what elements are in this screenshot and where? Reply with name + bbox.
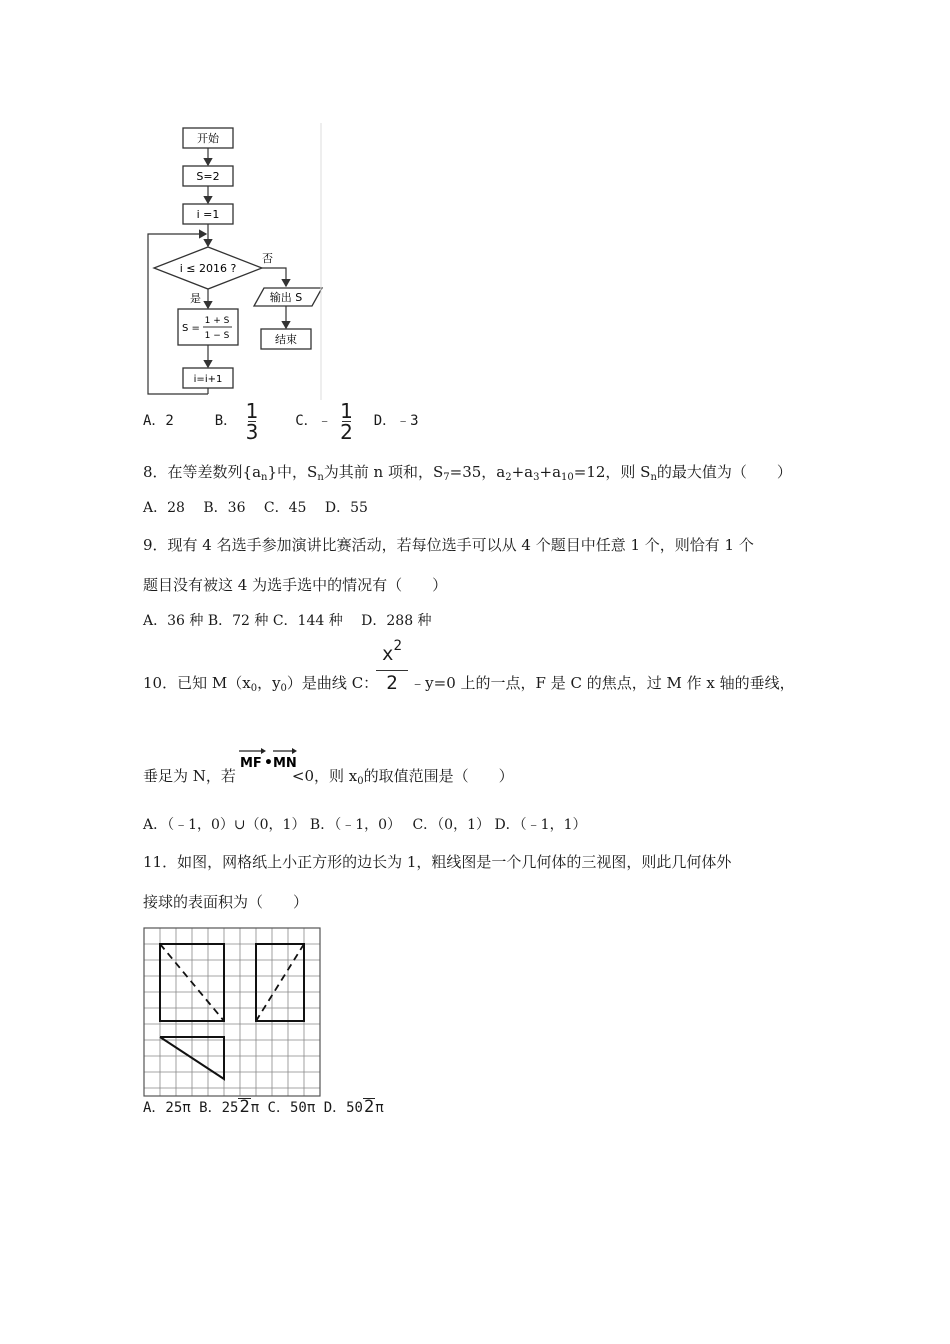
q11-question-line1: 11．如图，网格纸上小正方形的边长为 1，粗线图是一个几何体的三视图，则此几何体外 — [143, 853, 732, 871]
q7-option-a: A．2 — [143, 413, 174, 429]
flow-init-i-text: i =1 — [196, 208, 220, 221]
three-view-diagram — [143, 927, 323, 1099]
vector-mf: MF — [240, 756, 262, 771]
q10-options: A．（﹣1，0）∪（0，1） B．（﹣1，0） C．（0，1） D．（﹣1，1） — [143, 817, 587, 833]
flow-yes-label: 是 — [190, 292, 201, 305]
q9-question-line1: 9．现有 4 名选手参加演讲比赛活动，若每位选手可以从 4 个题目中任意 1 个，则恰有 1 个 — [143, 536, 754, 554]
q9-options: A．36 种 B．72 种 C．144 种 D．288 种 — [143, 613, 432, 629]
dot-operator: • — [264, 755, 273, 771]
q7-option-b-fraction: $\frac{1}{3}$ — [245, 398, 259, 444]
vector-mn: MN — [273, 756, 297, 771]
flow-assign-num: 1 + S — [204, 316, 230, 326]
q7-option-b-label: B． — [214, 413, 238, 429]
q7-option-c-label: C．﹣ — [295, 413, 332, 429]
q9-question-line2: 题目没有被这 4 为选手选中的情况有（ ） — [143, 576, 448, 594]
q10-question-line1: 10．已知 $M(x_0$，$y_0$）是曲线 C： ﹣y=0 上的一点，F 是 C 的焦点，过 M 作 x 轴的垂线， — [143, 674, 795, 694]
q7-options — [143, 398, 419, 444]
flow-end-text: 结束 — [275, 333, 297, 346]
q10-vector-dot-product — [237, 746, 299, 774]
sqrt-2-b: 2 — [239, 1097, 250, 1117]
flowchart — [140, 118, 340, 403]
q8-options: A．28 B．36 C．45 D．55 — [143, 500, 368, 516]
flow-start-text: 开始 — [197, 132, 219, 145]
q7-option-c-fraction: $\frac{1}{2}$ — [340, 398, 353, 444]
q10-fraction: $x^2$ 2 — [376, 643, 408, 693]
flow-condition-text: i ≤ 2016 ? — [179, 262, 237, 275]
q11-options: A．25π B．252π C．50π D．502π — [143, 1097, 384, 1117]
flow-assign-lhs: S = — [182, 323, 200, 334]
sqrt-2-d: 2 — [363, 1097, 375, 1117]
q7-option-d: D．﹣3 — [373, 413, 419, 429]
q8-question: 8．在等差数列$\{a_n\}$中，$S_n$为其前 n 项和，$S_7=35$，$a_2+a_3+a_{10}=12$，则 $S_n$的最大值为（ ） — [143, 463, 792, 483]
flow-output-text: 输出 S — [269, 291, 303, 304]
flow-increment-text: i=i+1 — [193, 374, 223, 385]
q10-question-line2: 垂足为 N，若 <0，则 $x_0$的取值范围是（ ） — [143, 767, 514, 787]
flow-no-label: 否 — [262, 252, 273, 265]
q11-question-line2: 接球的表面积为（ ） — [143, 893, 309, 911]
flow-assign-den: 1 − S — [204, 331, 230, 341]
flow-init-s-text: S=2 — [196, 170, 220, 183]
